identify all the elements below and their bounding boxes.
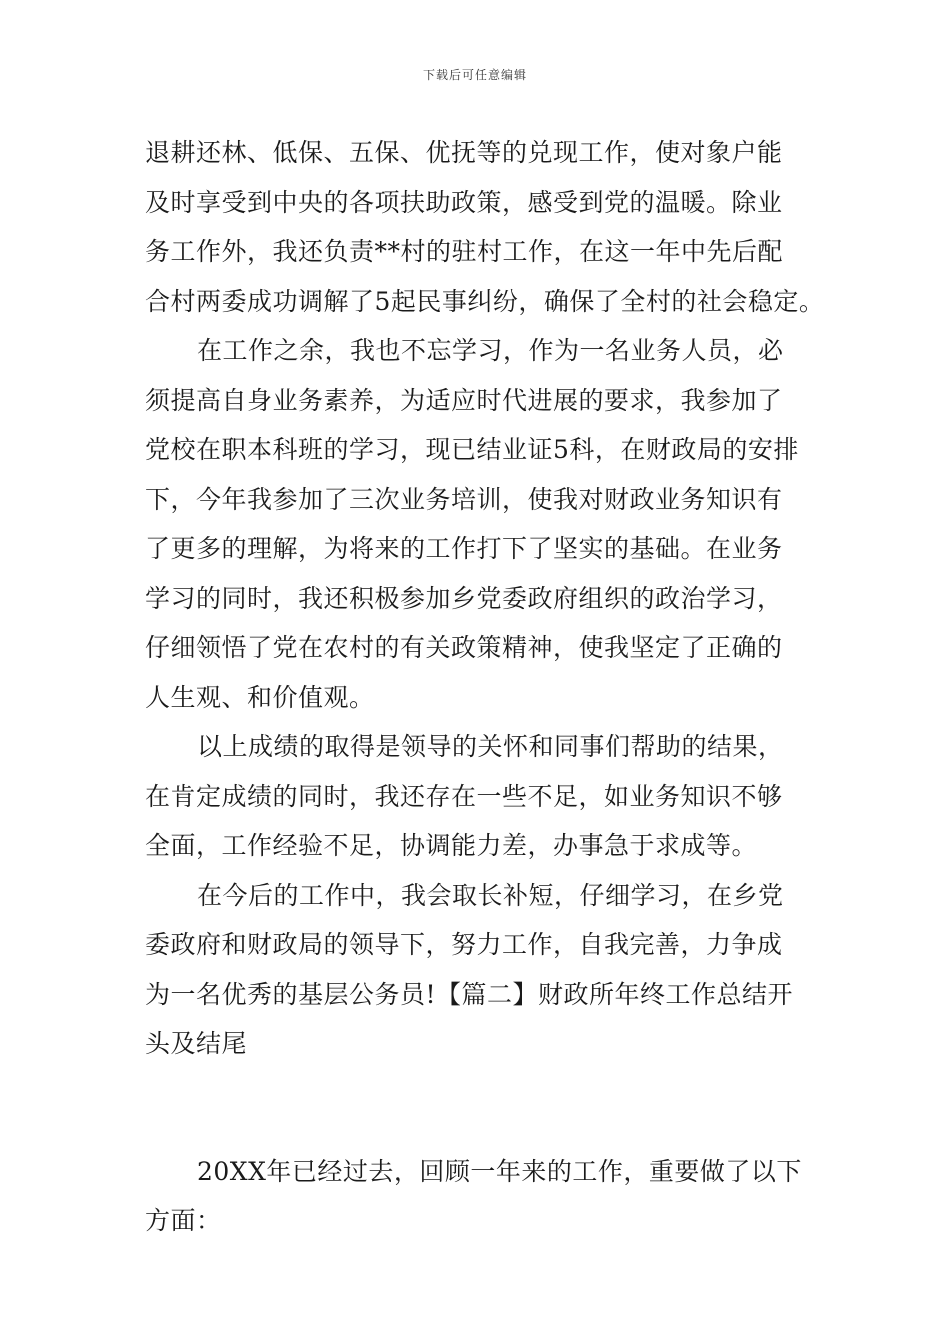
paragraph-line: 了更多的理解，为将来的工作打下了坚实的基础。在业务 — [145, 534, 783, 563]
paragraph-line: 以上成绩的取得是领导的关怀和同事们帮助的结果， — [197, 732, 784, 761]
paragraph-line: 务工作外，我还负责**村的驻村工作，在这一年中先后配 — [145, 237, 784, 266]
paragraph-line: 在肯定成绩的同时，我还存在一些不足，如业务知识不够 — [145, 781, 783, 811]
paragraph-line: 人生观、和价值观。 — [145, 682, 375, 712]
paragraph-line: 全面，工作经验不足，协调能力差，办事急于求成等。 — [145, 831, 758, 860]
document-body — [145, 128, 825, 1246]
paragraph-4 — [145, 871, 825, 1069]
paragraph-line: 仔细领悟了党在农村的有关政策精神，使我坚定了正确的 — [145, 633, 783, 662]
paragraph-line: 委政府和财政局的领导下，努力工作，自我完善，力争成 — [145, 930, 783, 959]
paragraph-line: 学习的同时，我还积极参加乡党委政府组织的政治学习， — [145, 583, 783, 613]
paragraph-line: 及时享受到中央的各项扶助政策，感受到党的温暖。除业 — [145, 187, 783, 217]
paragraph-spacer — [145, 1069, 825, 1147]
paragraph-line: 须提高自身业务素养，为适应时代进展的要求，我参加了 — [145, 385, 783, 415]
paragraph-5 — [145, 1147, 825, 1246]
paragraph-line: 20XX年已经过去，回顾一年来的工作，重要做了以下 — [197, 1156, 802, 1186]
paragraph-3 — [145, 722, 825, 871]
paragraph-line: 方面： — [145, 1206, 222, 1235]
paragraph-1 — [145, 128, 825, 326]
paragraph-line: 下，今年我参加了三次业务培训，使我对财政业务知识有 — [145, 484, 783, 514]
paragraph-line: 为一名优秀的基层公务员!【篇二】财政所年终工作总结开 — [145, 979, 794, 1009]
paragraph-2 — [145, 326, 825, 722]
paragraph-line: 合村两委成功调解了5起民事纠纷，确保了全村的社会稳定。 — [145, 286, 825, 316]
paragraph-line: 头及结尾 — [145, 1029, 248, 1058]
paragraph-line: 在工作之余，我也不忘学习，作为一名业务人员，必 — [197, 336, 784, 365]
paragraph-line: 党校在职本科班的学习，现已结业证5科，在财政局的安排 — [145, 435, 799, 464]
page-header: 下载后可任意编辑 — [422, 68, 527, 82]
paragraph-line: 退耕还林、低保、五保、优抚等的兑现工作，使对象户能 — [145, 138, 783, 167]
paragraph-line: 在今后的工作中，我会取长补短，仔细学习，在乡党 — [197, 880, 784, 910]
